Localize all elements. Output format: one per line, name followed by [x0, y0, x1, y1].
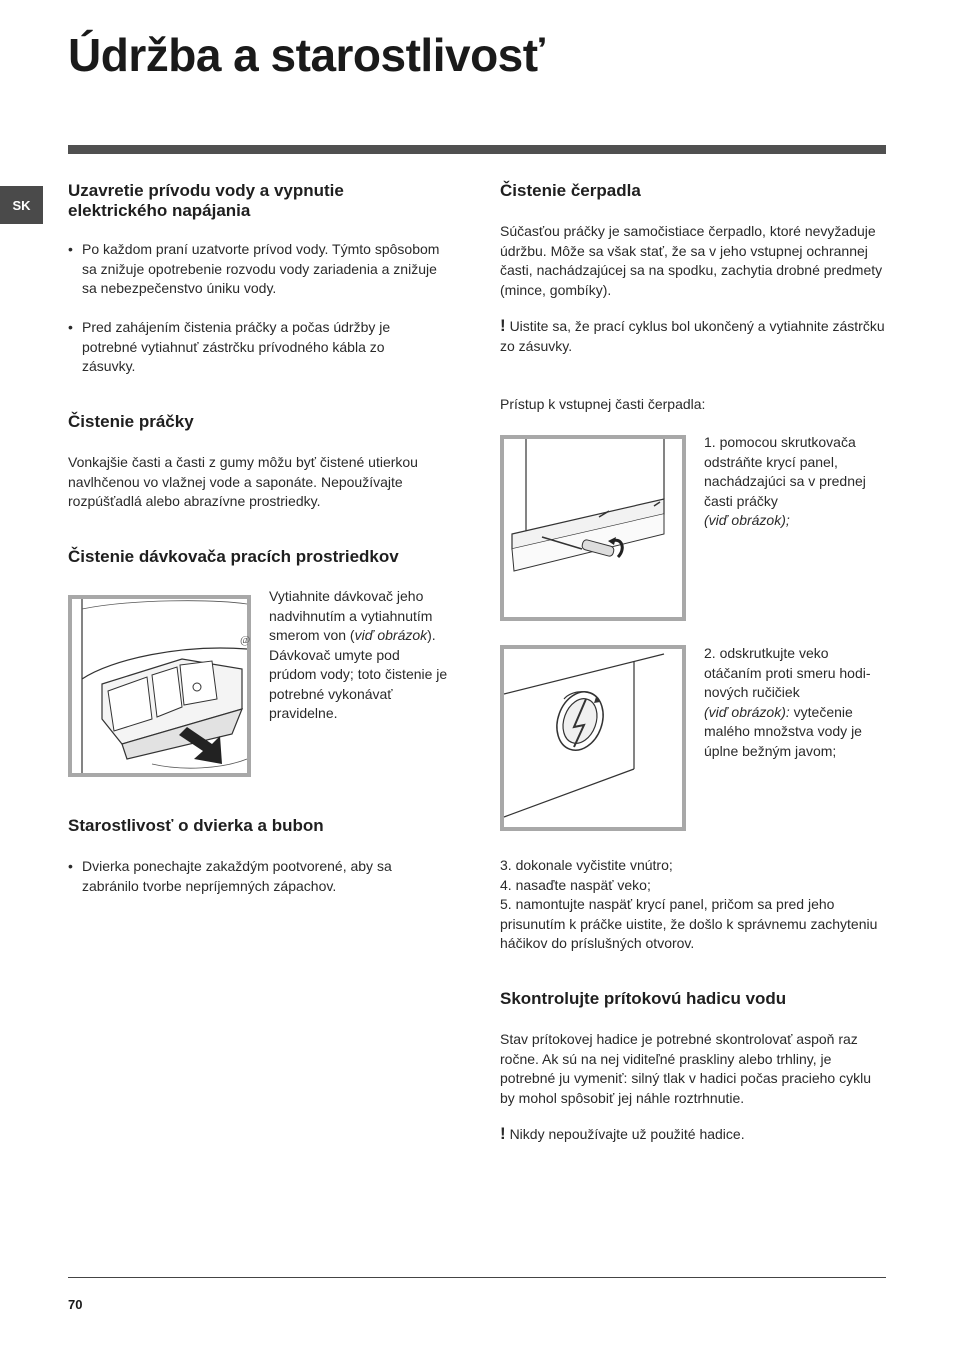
section-heading-inlet-hose: Skontrolujte prítokovú hadicu vodu: [500, 989, 787, 1008]
svg-text:@: @: [240, 634, 251, 646]
step-4: 4. nasaďte naspäť veko;: [500, 876, 651, 893]
footer-divider: [68, 1277, 886, 1278]
step-2: 2. odskrutkujte veko otáčaním proti smeru hodinových ručičiek (viď obrázok): vytečenie malého množstva vody je úplne bežným javom;: [704, 645, 871, 759]
exclamation-icon: !: [500, 316, 506, 335]
exclamation-icon: !: [500, 1124, 506, 1143]
language-tab: SK: [0, 186, 43, 224]
section-heading-water-shutoff: Uzavretie prívodu vody a vypnutie elektrického napájania: [68, 181, 344, 220]
paragraph: Prístup k vstupnej časti čerpadla:: [500, 396, 706, 412]
dispenser-text: Vytiahnite dávkovač jeho nadvihnutím a vytiahnutím smerom von (: [269, 588, 433, 643]
steps-3-5: [500, 856, 886, 954]
warning-note: ! Nikdy nepoužívajte už použité hadice.: [500, 1124, 745, 1143]
section-heading-washer-cleaning: Čistenie práčky: [68, 412, 194, 431]
bullet-item: • Pred zahájením čistenia práčky a počas údržby je potrebné vytiahnuť zástrčku prívodného kábla zo zásuvky.: [68, 318, 440, 377]
step-5: 5. namontujte naspäť krycí panel, pričom sa pred jeho prisunutím k práčke uistite, že došlo k správnemu zachyteniu háčikov do príslušných otvorov.: [500, 896, 878, 951]
warning-note: ! Uistite sa, že prací cyklus bol ukončený a vytiahnite zástrčku zo zásuvky.: [500, 316, 885, 354]
dispenser-instructions: Vytiahnite dávkovač jeho nadvihnutím a vytiahnutím smerom von (viď obrázok). Dávkovač umyte pod prúdom vody; toto čistenie je potrebné vykonávať pravidelne.: [269, 588, 448, 721]
see-figure-ref: (viď obrázok):: [704, 703, 790, 720]
page-number: 70: [68, 1297, 83, 1312]
paragraph: Stav prítokovej hadice je potrebné skontrolovať aspoň raz ročne. Ak sú na nej viditeľné praskliny alebo trhliny, je potrebné ju vymeniť: silný tlak v hadici počas pracieho cyklu by mohol spôsobiť jej náhle roztrhnutie.: [500, 1031, 871, 1106]
dispenser-illustration: [68, 595, 251, 777]
header-divider: [68, 145, 886, 154]
step-3: 3. dokonale vyčistite vnútro;: [500, 857, 673, 873]
pump-cap-illustration: [500, 645, 686, 831]
see-figure-ref: (viď obrázok);: [704, 512, 790, 528]
page-title: Údržba a starostlivosť: [68, 29, 545, 81]
bullet-item: • Dvierka ponechajte zakaždým pootvorené, aby sa zabránilo tvorbe nepríjemných zápachov.: [68, 857, 440, 896]
pump-panel-illustration: [500, 435, 686, 621]
see-figure-ref: viď obrázok: [354, 627, 428, 643]
section-heading-door-drum: Starostlivosť o dvierka a bubon: [68, 816, 324, 835]
step-1: 1. pomocou skrutkovača odstráňte krycí panel, nachádzajúci sa v prednej časti práčky (viď obrázok);: [704, 434, 866, 528]
section-heading-pump: Čistenie čerpadla: [500, 181, 641, 200]
paragraph: Vonkajšie časti a časti z gumy môžu byť čistené utierkou navlhčenou vo vlažnej vode a saponáte. Nepoužívajte rozpúšťadlá alebo abrazívne prostriedky.: [68, 454, 418, 509]
panel-drawing: [504, 439, 682, 617]
dispenser-text-2: Dávkovač umyte pod prúdom vody; toto čistenie je potrebné vykonávať pravidelne.: [269, 646, 448, 721]
cap-drawing: [504, 649, 682, 827]
section-heading-dispenser: Čistenie dávkovača pracích prostriedkov: [68, 547, 399, 566]
dispenser-drawing: [72, 599, 251, 773]
bullet-item: • Po každom praní uzatvorte prívod vody. Týmto spôsobom sa znižuje opotrebenie rozvodu vody zariadenia a znižuje sa nebezpečenstvo úniku vody.: [68, 240, 440, 299]
paragraph: Súčasťou práčky je samočistiace čerpadlo, ktoré nevyžaduje údržbu. Môže sa však stať, že sa v jeho vstupnej ochrannej časti, nachádzajúcej sa na spodku, zachytia drobné predmety (mince, gombíky).: [500, 223, 883, 298]
